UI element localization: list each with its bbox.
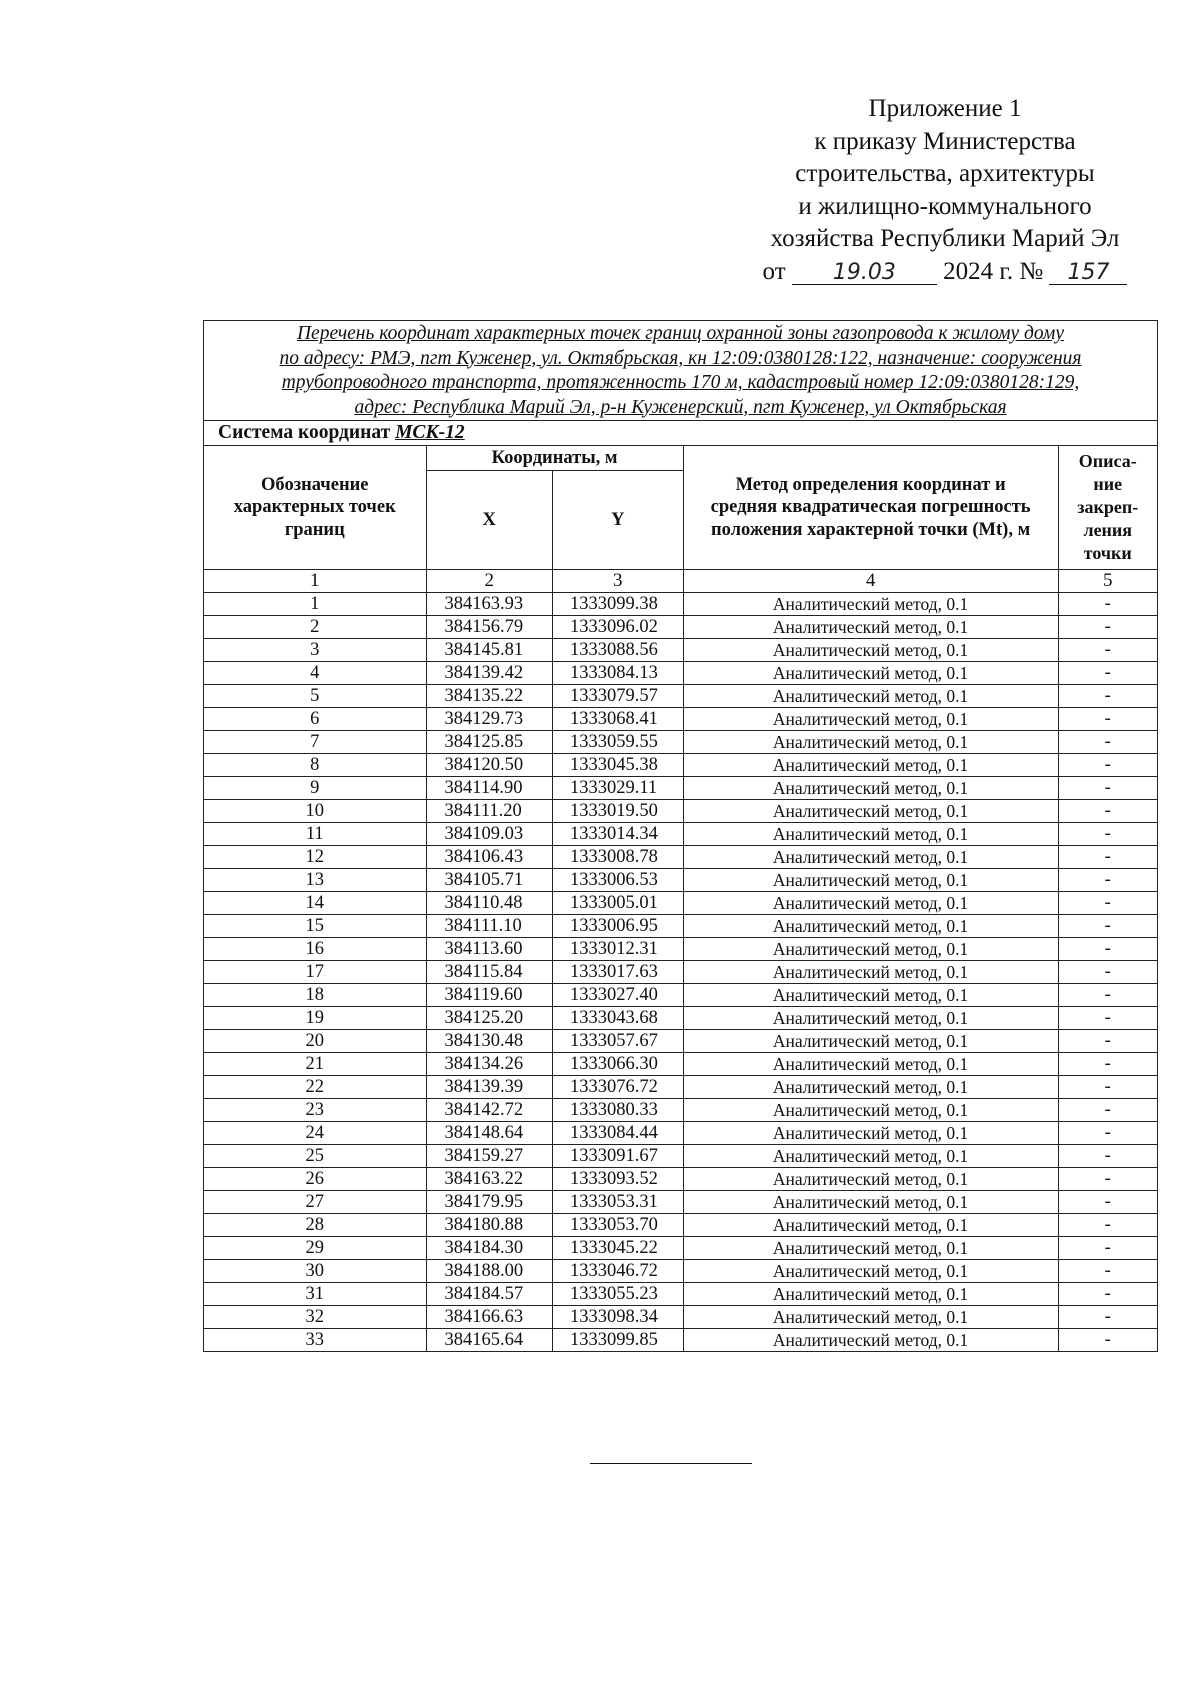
method-cell: Аналитический метод, 0.1 bbox=[683, 1145, 1058, 1168]
column-number: 4 bbox=[683, 570, 1058, 593]
order-date: 19.03 bbox=[792, 262, 937, 285]
coord-y: 1333079.57 bbox=[552, 685, 683, 708]
description-cell: - bbox=[1058, 685, 1157, 708]
description-cell: - bbox=[1058, 1007, 1157, 1030]
method-cell: Аналитический метод, 0.1 bbox=[683, 823, 1058, 846]
description-cell: - bbox=[1058, 1283, 1157, 1306]
description-cell: - bbox=[1058, 846, 1157, 869]
table-row bbox=[204, 1122, 1158, 1145]
description-cell: - bbox=[1058, 1306, 1157, 1329]
coord-y: 1333012.31 bbox=[552, 938, 683, 961]
coordinate-system bbox=[204, 421, 1158, 446]
table-row bbox=[204, 1329, 1158, 1352]
description-cell: - bbox=[1058, 1168, 1157, 1191]
point-number: 33 bbox=[204, 1329, 427, 1352]
method-cell: Аналитический метод, 0.1 bbox=[683, 800, 1058, 823]
table-row bbox=[204, 1306, 1158, 1329]
table-row bbox=[204, 961, 1158, 984]
table-row bbox=[204, 800, 1158, 823]
description-cell: - bbox=[1058, 938, 1157, 961]
method-cell: Аналитический метод, 0.1 bbox=[683, 892, 1058, 915]
coord-y: 1333045.38 bbox=[552, 754, 683, 777]
method-cell: Аналитический метод, 0.1 bbox=[683, 1214, 1058, 1237]
coord-x: 384134.26 bbox=[426, 1053, 552, 1076]
method-cell: Аналитический метод, 0.1 bbox=[683, 1283, 1058, 1306]
appendix-title: Приложение 1 bbox=[868, 95, 1022, 122]
table-row bbox=[204, 593, 1158, 616]
point-number: 9 bbox=[204, 777, 427, 800]
coord-x: 384125.20 bbox=[426, 1007, 552, 1030]
coordinates-table bbox=[203, 320, 1158, 1352]
point-number: 20 bbox=[204, 1030, 427, 1053]
description-cell: - bbox=[1058, 1260, 1157, 1283]
point-number: 5 bbox=[204, 685, 427, 708]
table-row bbox=[204, 1076, 1158, 1099]
header-x: X bbox=[426, 471, 552, 570]
coord-x: 384111.10 bbox=[426, 915, 552, 938]
coord-y: 1333053.31 bbox=[552, 1191, 683, 1214]
coord-y: 1333080.33 bbox=[552, 1099, 683, 1122]
coord-y: 1333084.44 bbox=[552, 1122, 683, 1145]
appendix-header bbox=[690, 93, 1200, 288]
description-cell: - bbox=[1058, 1122, 1157, 1145]
coord-y: 1333019.50 bbox=[552, 800, 683, 823]
table-row bbox=[204, 731, 1158, 754]
table-row bbox=[204, 616, 1158, 639]
coord-y: 1333006.95 bbox=[552, 915, 683, 938]
table-row bbox=[204, 915, 1158, 938]
appendix-line: и жилищно-коммунального bbox=[798, 192, 1092, 220]
coord-y: 1333055.23 bbox=[552, 1283, 683, 1306]
point-number: 16 bbox=[204, 938, 427, 961]
coord-x: 384145.81 bbox=[426, 639, 552, 662]
description-cell: - bbox=[1058, 892, 1157, 915]
point-number: 2 bbox=[204, 616, 427, 639]
point-number: 18 bbox=[204, 984, 427, 1007]
method-cell: Аналитический метод, 0.1 bbox=[683, 1306, 1058, 1329]
point-number: 8 bbox=[204, 754, 427, 777]
desc-line: точки bbox=[1083, 543, 1132, 563]
description-cell: - bbox=[1058, 1191, 1157, 1214]
system-value: МСК-12 bbox=[395, 422, 465, 443]
table-row bbox=[204, 1007, 1158, 1030]
description-cell: - bbox=[1058, 984, 1157, 1007]
system-label: Система координат bbox=[218, 422, 391, 443]
coord-x: 384142.72 bbox=[426, 1099, 552, 1122]
coord-y: 1333099.85 bbox=[552, 1329, 683, 1352]
coord-x: 384159.27 bbox=[426, 1145, 552, 1168]
point-number: 27 bbox=[204, 1191, 427, 1214]
point-number: 17 bbox=[204, 961, 427, 984]
coord-y: 1333068.41 bbox=[552, 708, 683, 731]
table-row bbox=[204, 1099, 1158, 1122]
column-number: 1 bbox=[204, 570, 427, 593]
point-number: 22 bbox=[204, 1076, 427, 1099]
coord-x: 384115.84 bbox=[426, 961, 552, 984]
coord-x: 384184.57 bbox=[426, 1283, 552, 1306]
description-cell: - bbox=[1058, 1237, 1157, 1260]
table-row bbox=[204, 639, 1158, 662]
description-cell: - bbox=[1058, 731, 1157, 754]
method-cell: Аналитический метод, 0.1 bbox=[683, 616, 1058, 639]
appendix-line: к приказу Министерства bbox=[814, 127, 1076, 155]
method-cell: Аналитический метод, 0.1 bbox=[683, 984, 1058, 1007]
order-number: 157 bbox=[1049, 262, 1127, 285]
coord-x: 384120.50 bbox=[426, 754, 552, 777]
coord-y: 1333027.40 bbox=[552, 984, 683, 1007]
point-number: 11 bbox=[204, 823, 427, 846]
order-year: 2024 г. № bbox=[943, 257, 1044, 285]
table-row bbox=[204, 777, 1158, 800]
order-date-line bbox=[690, 256, 1200, 289]
coord-x: 384163.22 bbox=[426, 1168, 552, 1191]
table-row bbox=[204, 685, 1158, 708]
table-row bbox=[204, 1214, 1158, 1237]
description-cell: - bbox=[1058, 662, 1157, 685]
point-number: 10 bbox=[204, 800, 427, 823]
header-point: Обозначение характерных точек границ bbox=[204, 446, 427, 570]
method-cell: Аналитический метод, 0.1 bbox=[683, 731, 1058, 754]
method-cell: Аналитический метод, 0.1 bbox=[683, 846, 1058, 869]
description-cell: - bbox=[1058, 823, 1157, 846]
method-cell: Аналитический метод, 0.1 bbox=[683, 1099, 1058, 1122]
coord-y: 1333057.67 bbox=[552, 1030, 683, 1053]
table-row bbox=[204, 1283, 1158, 1306]
table-row bbox=[204, 1260, 1158, 1283]
description-cell: - bbox=[1058, 800, 1157, 823]
method-cell: Аналитический метод, 0.1 bbox=[683, 1260, 1058, 1283]
coord-x: 384129.73 bbox=[426, 708, 552, 731]
method-cell: Аналитический метод, 0.1 bbox=[683, 685, 1058, 708]
table-row bbox=[204, 823, 1158, 846]
appendix-line: хозяйства Республики Марий Эл bbox=[770, 225, 1120, 252]
desc-line: ления bbox=[1083, 520, 1133, 540]
coord-x: 384106.43 bbox=[426, 846, 552, 869]
table-row bbox=[204, 892, 1158, 915]
description-cell: - bbox=[1058, 1076, 1157, 1099]
method-cell: Аналитический метод, 0.1 bbox=[683, 662, 1058, 685]
point-number: 4 bbox=[204, 662, 427, 685]
column-number: 2 bbox=[426, 570, 552, 593]
caption-line: трубопроводного транспорта, протяженность 170 м, кадастровый номер 12:09:0380128:129, bbox=[281, 372, 1080, 393]
coord-y: 1333091.67 bbox=[552, 1145, 683, 1168]
column-number: 3 bbox=[552, 570, 683, 593]
table-row bbox=[204, 869, 1158, 892]
point-number: 13 bbox=[204, 869, 427, 892]
table-row bbox=[204, 708, 1158, 731]
description-cell: - bbox=[1058, 593, 1157, 616]
coord-x: 384148.64 bbox=[426, 1122, 552, 1145]
caption-line: по адресу: РМЭ, пгт Куженер, ул. Октябрьская, кн 12:09:0380128:122, назначение: сооружения bbox=[279, 347, 1082, 369]
point-number: 14 bbox=[204, 892, 427, 915]
coord-x: 384180.88 bbox=[426, 1214, 552, 1237]
header-coordinates: Координаты, м bbox=[426, 446, 683, 471]
coord-y: 1333084.13 bbox=[552, 662, 683, 685]
point-number: 32 bbox=[204, 1306, 427, 1329]
description-cell: - bbox=[1058, 1053, 1157, 1076]
point-number: 31 bbox=[204, 1283, 427, 1306]
table-body bbox=[204, 593, 1158, 1352]
coord-x: 384111.20 bbox=[426, 800, 552, 823]
coord-x: 384110.48 bbox=[426, 892, 552, 915]
table-row bbox=[204, 984, 1158, 1007]
coord-x: 384184.30 bbox=[426, 1237, 552, 1260]
coord-x: 384125.85 bbox=[426, 731, 552, 754]
method-cell: Аналитический метод, 0.1 bbox=[683, 754, 1058, 777]
table-row bbox=[204, 1168, 1158, 1191]
coord-y: 1333053.70 bbox=[552, 1214, 683, 1237]
method-cell: Аналитический метод, 0.1 bbox=[683, 1329, 1058, 1352]
coord-y: 1333098.34 bbox=[552, 1306, 683, 1329]
description-cell: - bbox=[1058, 1030, 1157, 1053]
coord-y: 1333017.63 bbox=[552, 961, 683, 984]
coord-x: 384130.48 bbox=[426, 1030, 552, 1053]
point-number: 28 bbox=[204, 1214, 427, 1237]
table-row bbox=[204, 662, 1158, 685]
point-number: 21 bbox=[204, 1053, 427, 1076]
caption-line: адрес: Республика Марий Эл, р-н Куженерский, пгт Куженер, ул Октябрьская bbox=[354, 396, 1007, 418]
coord-x: 384163.93 bbox=[426, 593, 552, 616]
table-row bbox=[204, 1145, 1158, 1168]
description-cell: - bbox=[1058, 754, 1157, 777]
point-number: 29 bbox=[204, 1237, 427, 1260]
header-description bbox=[1058, 446, 1157, 570]
point-number: 7 bbox=[204, 731, 427, 754]
point-number: 24 bbox=[204, 1122, 427, 1145]
caption-line: Перечень координат характерных точек границ охранной зоны газопровода к жилому дому bbox=[296, 323, 1065, 344]
coord-x: 384165.64 bbox=[426, 1329, 552, 1352]
desc-line: Описа- bbox=[1078, 451, 1137, 471]
method-cell: Аналитический метод, 0.1 bbox=[683, 1237, 1058, 1260]
point-number: 6 bbox=[204, 708, 427, 731]
coord-y: 1333043.68 bbox=[552, 1007, 683, 1030]
header-method: Метод определения координат и средняя квадратическая погрешность положения характерной точки (Mt), м bbox=[683, 446, 1058, 570]
point-number: 26 bbox=[204, 1168, 427, 1191]
coord-x: 384188.00 bbox=[426, 1260, 552, 1283]
description-cell: - bbox=[1058, 961, 1157, 984]
table-row bbox=[204, 1030, 1158, 1053]
description-cell: - bbox=[1058, 1145, 1157, 1168]
description-cell: - bbox=[1058, 1329, 1157, 1352]
method-cell: Аналитический метод, 0.1 bbox=[683, 869, 1058, 892]
description-cell: - bbox=[1058, 639, 1157, 662]
coord-y: 1333014.34 bbox=[552, 823, 683, 846]
coord-x: 384166.63 bbox=[426, 1306, 552, 1329]
table-caption bbox=[204, 321, 1158, 421]
table-row bbox=[204, 1237, 1158, 1260]
coord-y: 1333029.11 bbox=[552, 777, 683, 800]
description-cell: - bbox=[1058, 708, 1157, 731]
coord-x: 384156.79 bbox=[426, 616, 552, 639]
method-cell: Аналитический метод, 0.1 bbox=[683, 777, 1058, 800]
method-cell: Аналитический метод, 0.1 bbox=[683, 938, 1058, 961]
coord-x: 384113.60 bbox=[426, 938, 552, 961]
coord-y: 1333045.22 bbox=[552, 1237, 683, 1260]
table-row bbox=[204, 938, 1158, 961]
coord-y: 1333099.38 bbox=[552, 593, 683, 616]
description-cell: - bbox=[1058, 1099, 1157, 1122]
from-prefix: от bbox=[762, 257, 786, 285]
method-cell: Аналитический метод, 0.1 bbox=[683, 1007, 1058, 1030]
coord-x: 384109.03 bbox=[426, 823, 552, 846]
coord-y: 1333059.55 bbox=[552, 731, 683, 754]
description-cell: - bbox=[1058, 915, 1157, 938]
point-number: 30 bbox=[204, 1260, 427, 1283]
point-number: 23 bbox=[204, 1099, 427, 1122]
method-cell: Аналитический метод, 0.1 bbox=[683, 593, 1058, 616]
method-cell: Аналитический метод, 0.1 bbox=[683, 1122, 1058, 1145]
coord-y: 1333005.01 bbox=[552, 892, 683, 915]
description-cell: - bbox=[1058, 616, 1157, 639]
coord-x: 384105.71 bbox=[426, 869, 552, 892]
description-cell: - bbox=[1058, 1214, 1157, 1237]
point-number: 12 bbox=[204, 846, 427, 869]
column-number: 5 bbox=[1058, 570, 1157, 593]
coord-y: 1333093.52 bbox=[552, 1168, 683, 1191]
coord-x: 384119.60 bbox=[426, 984, 552, 1007]
coord-y: 1333096.02 bbox=[552, 616, 683, 639]
desc-line: ние bbox=[1093, 474, 1123, 494]
point-number: 1 bbox=[204, 593, 427, 616]
point-number: 25 bbox=[204, 1145, 427, 1168]
method-cell: Аналитический метод, 0.1 bbox=[683, 1168, 1058, 1191]
coord-y: 1333066.30 bbox=[552, 1053, 683, 1076]
appendix-line: строительства, архитектуры bbox=[795, 160, 1095, 187]
coord-y: 1333046.72 bbox=[552, 1260, 683, 1283]
coord-y: 1333008.78 bbox=[552, 846, 683, 869]
coord-x: 384135.22 bbox=[426, 685, 552, 708]
method-cell: Аналитический метод, 0.1 bbox=[683, 708, 1058, 731]
description-cell: - bbox=[1058, 869, 1157, 892]
method-cell: Аналитический метод, 0.1 bbox=[683, 639, 1058, 662]
method-cell: Аналитический метод, 0.1 bbox=[683, 915, 1058, 938]
table-row bbox=[204, 754, 1158, 777]
method-cell: Аналитический метод, 0.1 bbox=[683, 1053, 1058, 1076]
method-cell: Аналитический метод, 0.1 bbox=[683, 961, 1058, 984]
desc-line: закреп- bbox=[1077, 497, 1139, 517]
method-cell: Аналитический метод, 0.1 bbox=[683, 1030, 1058, 1053]
coord-x: 384139.39 bbox=[426, 1076, 552, 1099]
description-cell: - bbox=[1058, 777, 1157, 800]
column-numbers-row bbox=[204, 570, 1158, 593]
coord-y: 1333006.53 bbox=[552, 869, 683, 892]
point-number: 19 bbox=[204, 1007, 427, 1030]
coord-y: 1333076.72 bbox=[552, 1076, 683, 1099]
coord-x: 384179.95 bbox=[426, 1191, 552, 1214]
closing-rule bbox=[590, 1463, 752, 1464]
coord-x: 384139.42 bbox=[426, 662, 552, 685]
table-row bbox=[204, 1053, 1158, 1076]
table-row bbox=[204, 1191, 1158, 1214]
method-cell: Аналитический метод, 0.1 bbox=[683, 1076, 1058, 1099]
header-y: Y bbox=[552, 471, 683, 570]
coord-y: 1333088.56 bbox=[552, 639, 683, 662]
coord-x: 384114.90 bbox=[426, 777, 552, 800]
point-number: 3 bbox=[204, 639, 427, 662]
point-number: 15 bbox=[204, 915, 427, 938]
method-cell: Аналитический метод, 0.1 bbox=[683, 1191, 1058, 1214]
table-row bbox=[204, 846, 1158, 869]
